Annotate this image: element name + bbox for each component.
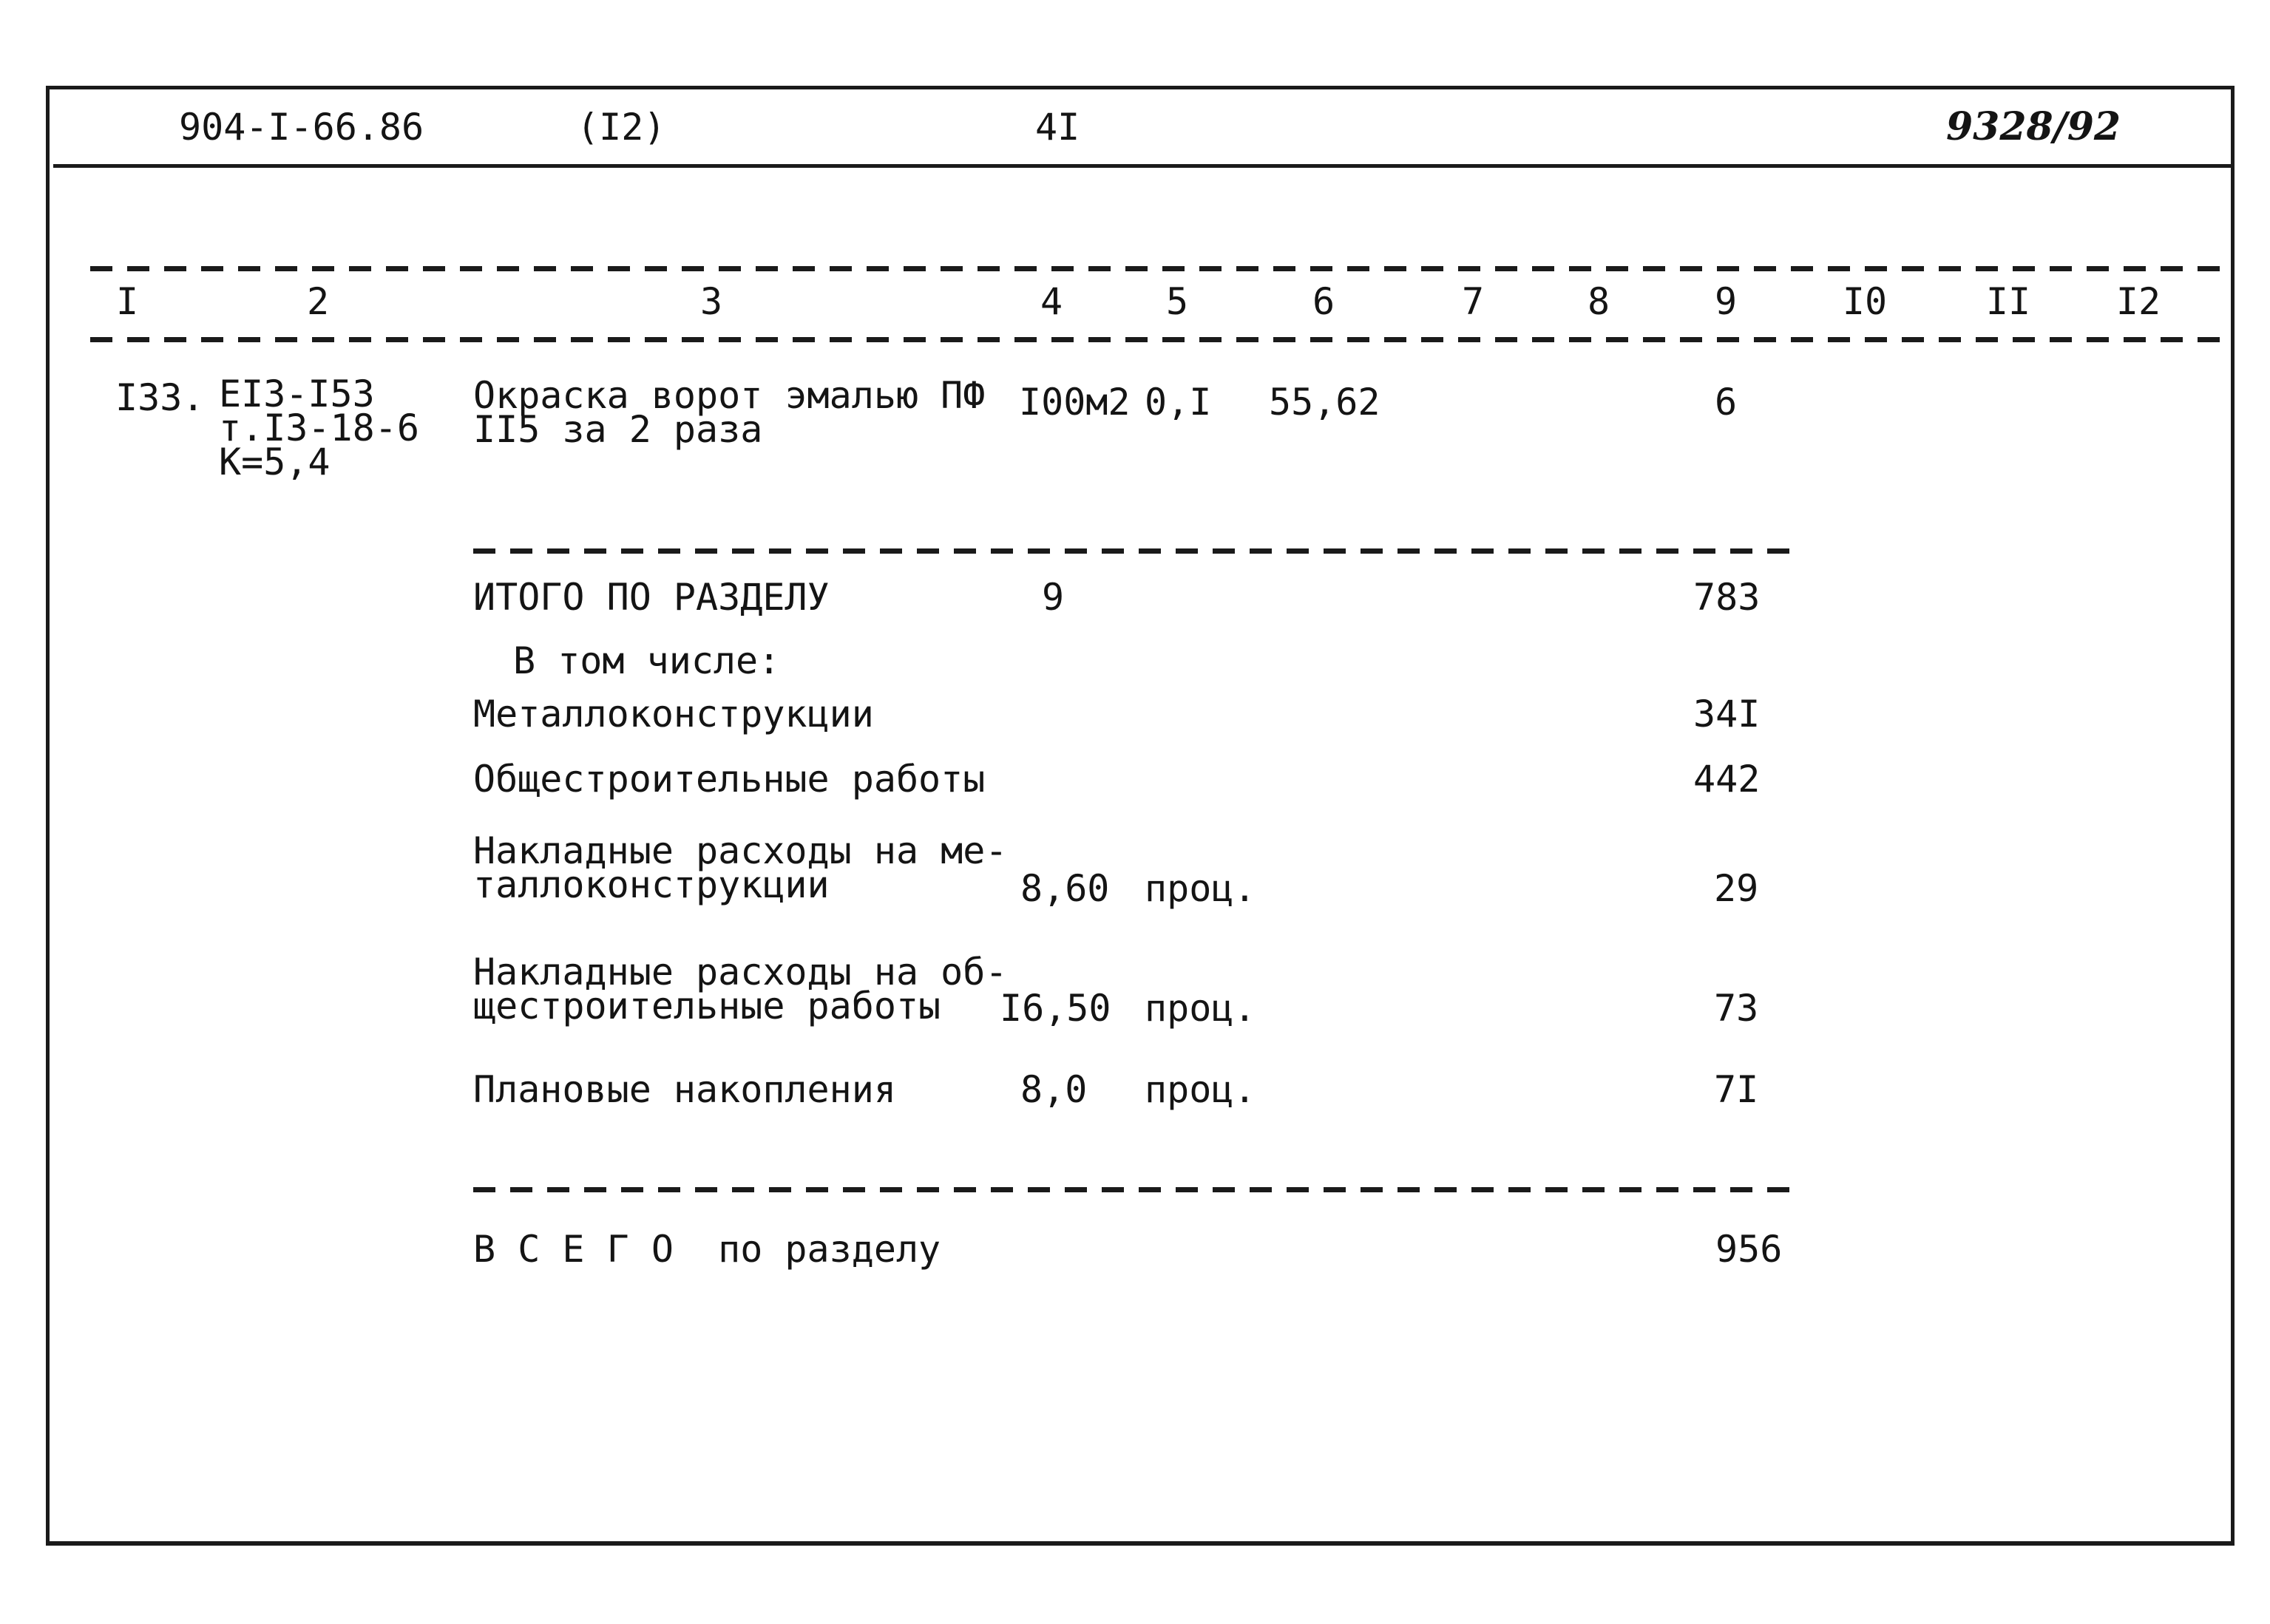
col-num-5: 5: [1165, 280, 1189, 323]
overhead-metal-line-2: таллоконструкции: [473, 863, 830, 906]
planned-label: Плановые накопления: [473, 1068, 896, 1111]
overhead-general-line-1: Накладные расходы на об-: [473, 951, 1008, 993]
col-num-2: 2: [306, 280, 330, 323]
col-num-12: I2: [2115, 280, 2161, 323]
total-label: В С Е Г О по разделу: [473, 1228, 941, 1271]
row-code-line-2: т.I3-18-6: [219, 407, 419, 449]
including-label: В том числе:: [513, 639, 781, 682]
col-num-10: I0: [1842, 280, 1888, 323]
overhead-metal-unit: проц.: [1145, 867, 1256, 910]
subtotal-label: ИТОГО ПО РАЗДЕЛУ: [473, 576, 830, 619]
total-value: 956: [1715, 1228, 1783, 1271]
general-value: 442: [1693, 758, 1761, 801]
dashed-rule-subtotal: [473, 548, 1804, 554]
page-number: 4I: [1035, 106, 1080, 149]
row-quantity: 0,I: [1145, 381, 1212, 424]
archive-number: 9328/92: [1946, 104, 2121, 149]
doc-number: 904-I-66.86: [179, 106, 424, 149]
planned-value: 7I: [1714, 1068, 1759, 1111]
col-num-4: 4: [1040, 280, 1063, 323]
metal-label: Металлоконструкции: [473, 693, 874, 735]
section-number: (I2): [577, 106, 666, 149]
row-code-line-3: К=5,4: [219, 441, 331, 483]
row-unit: I00м2: [1019, 381, 1131, 424]
row-total: 6: [1714, 381, 1738, 424]
col-num-1: I: [115, 280, 139, 323]
row-unit-cost: 55,62: [1269, 381, 1380, 424]
overhead-general-value: 73: [1714, 987, 1759, 1030]
col-num-11: II: [1985, 280, 2031, 323]
overhead-metal-rate: 8,60: [1020, 867, 1110, 910]
col-num-6: 6: [1312, 280, 1335, 323]
planned-rate: 8,0: [1020, 1068, 1088, 1111]
subtotal-col4: 9: [1041, 576, 1065, 619]
dashed-rule-total: [473, 1187, 1804, 1192]
metal-value: 34I: [1693, 693, 1761, 735]
page-frame: [46, 86, 2235, 1546]
overhead-metal-line-1: Накладные расходы на ме-: [473, 829, 1008, 872]
planned-unit: проц.: [1145, 1068, 1256, 1111]
row-name-line-1: Окраска ворот эмалью ПФ: [473, 374, 986, 417]
row-name-line-2: II5 за 2 раза: [473, 408, 763, 451]
general-label: Общестроительные работы: [473, 758, 986, 801]
col-num-8: 8: [1587, 280, 1610, 323]
row-number: I33.: [115, 376, 205, 419]
dashed-rule-bottom: [90, 337, 2229, 342]
row-code-line-1: EI3-I53: [219, 373, 375, 415]
overhead-general-rate: I6,50: [1000, 987, 1111, 1030]
dashed-rule-top: [90, 266, 2229, 271]
col-num-7: 7: [1461, 280, 1485, 323]
overhead-general-line-2: щестроительные работы: [473, 985, 941, 1027]
header-divider: [53, 164, 2232, 168]
overhead-metal-value: 29: [1714, 867, 1759, 910]
overhead-general-unit: проц.: [1145, 987, 1256, 1030]
col-num-9: 9: [1714, 280, 1738, 323]
subtotal-value: 783: [1693, 576, 1761, 619]
col-num-3: 3: [699, 280, 723, 323]
